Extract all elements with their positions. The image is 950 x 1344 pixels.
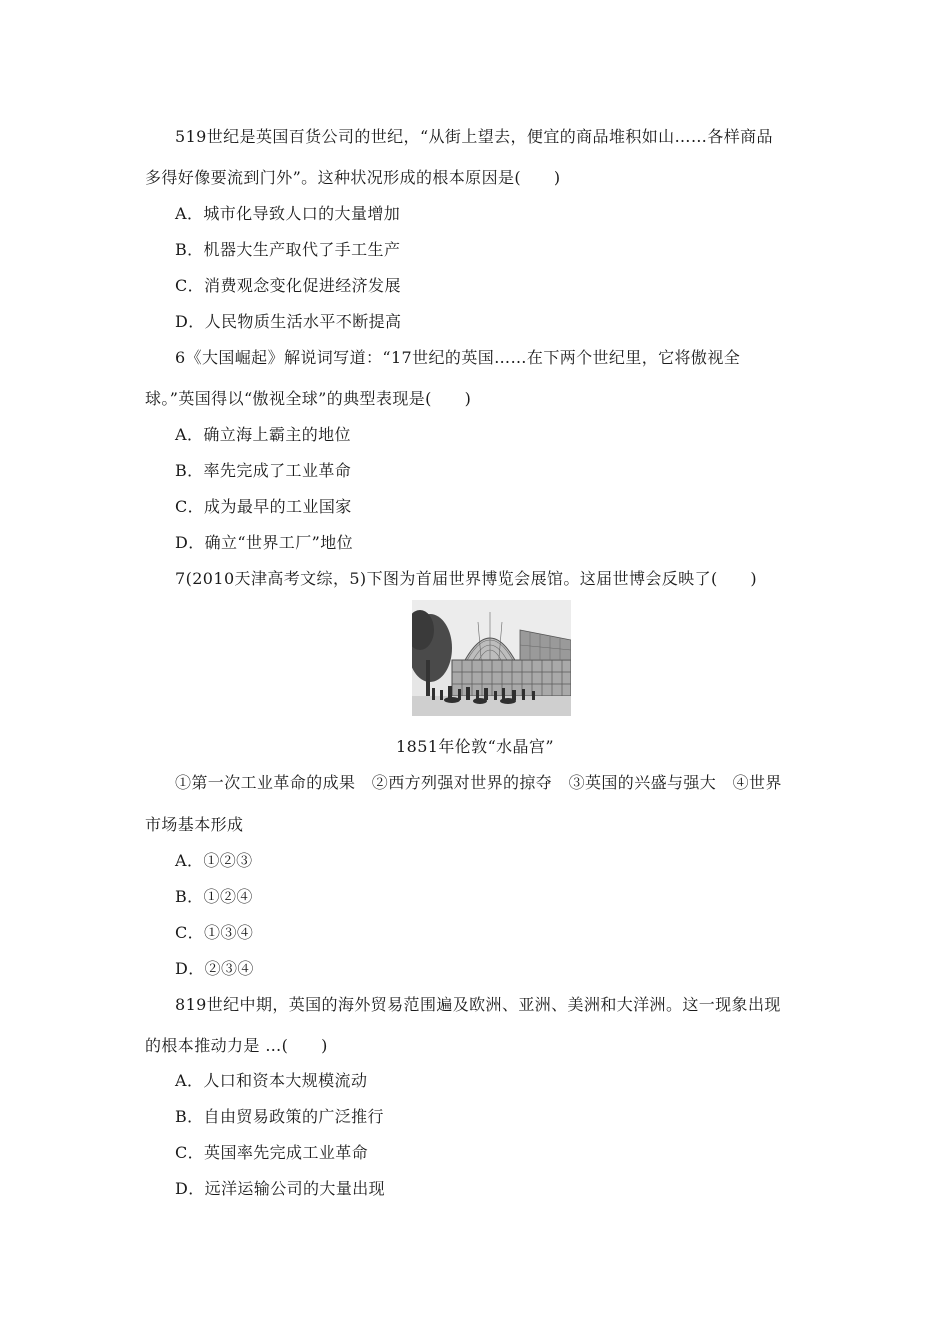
question-5-option-d: D．人民物质生活水平不断提高 xyxy=(175,312,402,331)
question-7-option-a: A．①②③ xyxy=(175,851,253,870)
question-8-option-b: B．自由贸易政策的广泛推行 xyxy=(175,1107,384,1126)
question-6-option-c: C．成为最早的工业国家 xyxy=(175,497,352,516)
question-6-stem-line-1: 6《大国崛起》解说词写道：“17世纪的英国……在下两个世纪里，它将傲视全 xyxy=(175,348,741,367)
question-8-option-c: C．英国率先完成工业革命 xyxy=(175,1143,369,1162)
question-5-option-c: C．消费观念变化促进经济发展 xyxy=(175,276,401,295)
question-8-option-a: A．人口和资本大规模流动 xyxy=(175,1071,368,1090)
question-7-option-d: D．②③④ xyxy=(175,959,254,978)
question-8-option-d: D．远洋运输公司的大量出现 xyxy=(175,1179,386,1198)
question-5-option-b: B．机器大生产取代了手工生产 xyxy=(175,240,401,259)
figure-caption: 1851年伦敦“水晶宫” xyxy=(396,737,554,756)
question-6-option-b: B．率先完成了工业革命 xyxy=(175,461,352,480)
question-5-option-a: A．城市化导致人口的大量增加 xyxy=(175,204,401,223)
question-5-stem-line-1: 519世纪是英国百货公司的世纪，“从街上望去，便宜的商品堆积如山……各样商品 xyxy=(175,127,773,146)
question-8-stem-line-2: 的根本推动力是 …( ) xyxy=(145,1036,328,1055)
question-7-option-b: B．①②④ xyxy=(175,887,253,906)
question-6-option-d: D．确立“世界工厂”地位 xyxy=(175,533,353,552)
question-8-stem-line-1: 819世纪中期，英国的海外贸易范围遍及欧洲、亚洲、美洲和大洋洲。这一现象出现 xyxy=(175,995,781,1014)
question-7-option-c: C．①③④ xyxy=(175,923,254,942)
question-6-option-a: A．确立海上霸主的地位 xyxy=(175,425,351,444)
crystal-palace-image xyxy=(412,600,571,716)
question-7-items-line-2: 市场基本形成 xyxy=(145,815,244,834)
question-5-stem-line-2: 多得好像要流到门外”。这种状况形成的根本原因是( ) xyxy=(145,168,561,187)
question-6-stem-line-2: 球。”英国得以“傲视全球”的典型表现是( ) xyxy=(145,389,472,408)
question-7-items-line-1: ①第一次工业革命的成果 ②西方列强对世界的掠夺 ③英国的兴盛与强大 ④世界 xyxy=(175,773,782,792)
question-7-stem: 7(2010天津高考文综，5)下图为首届世界博览会展馆。这届世博会反映了( ) xyxy=(175,569,758,588)
